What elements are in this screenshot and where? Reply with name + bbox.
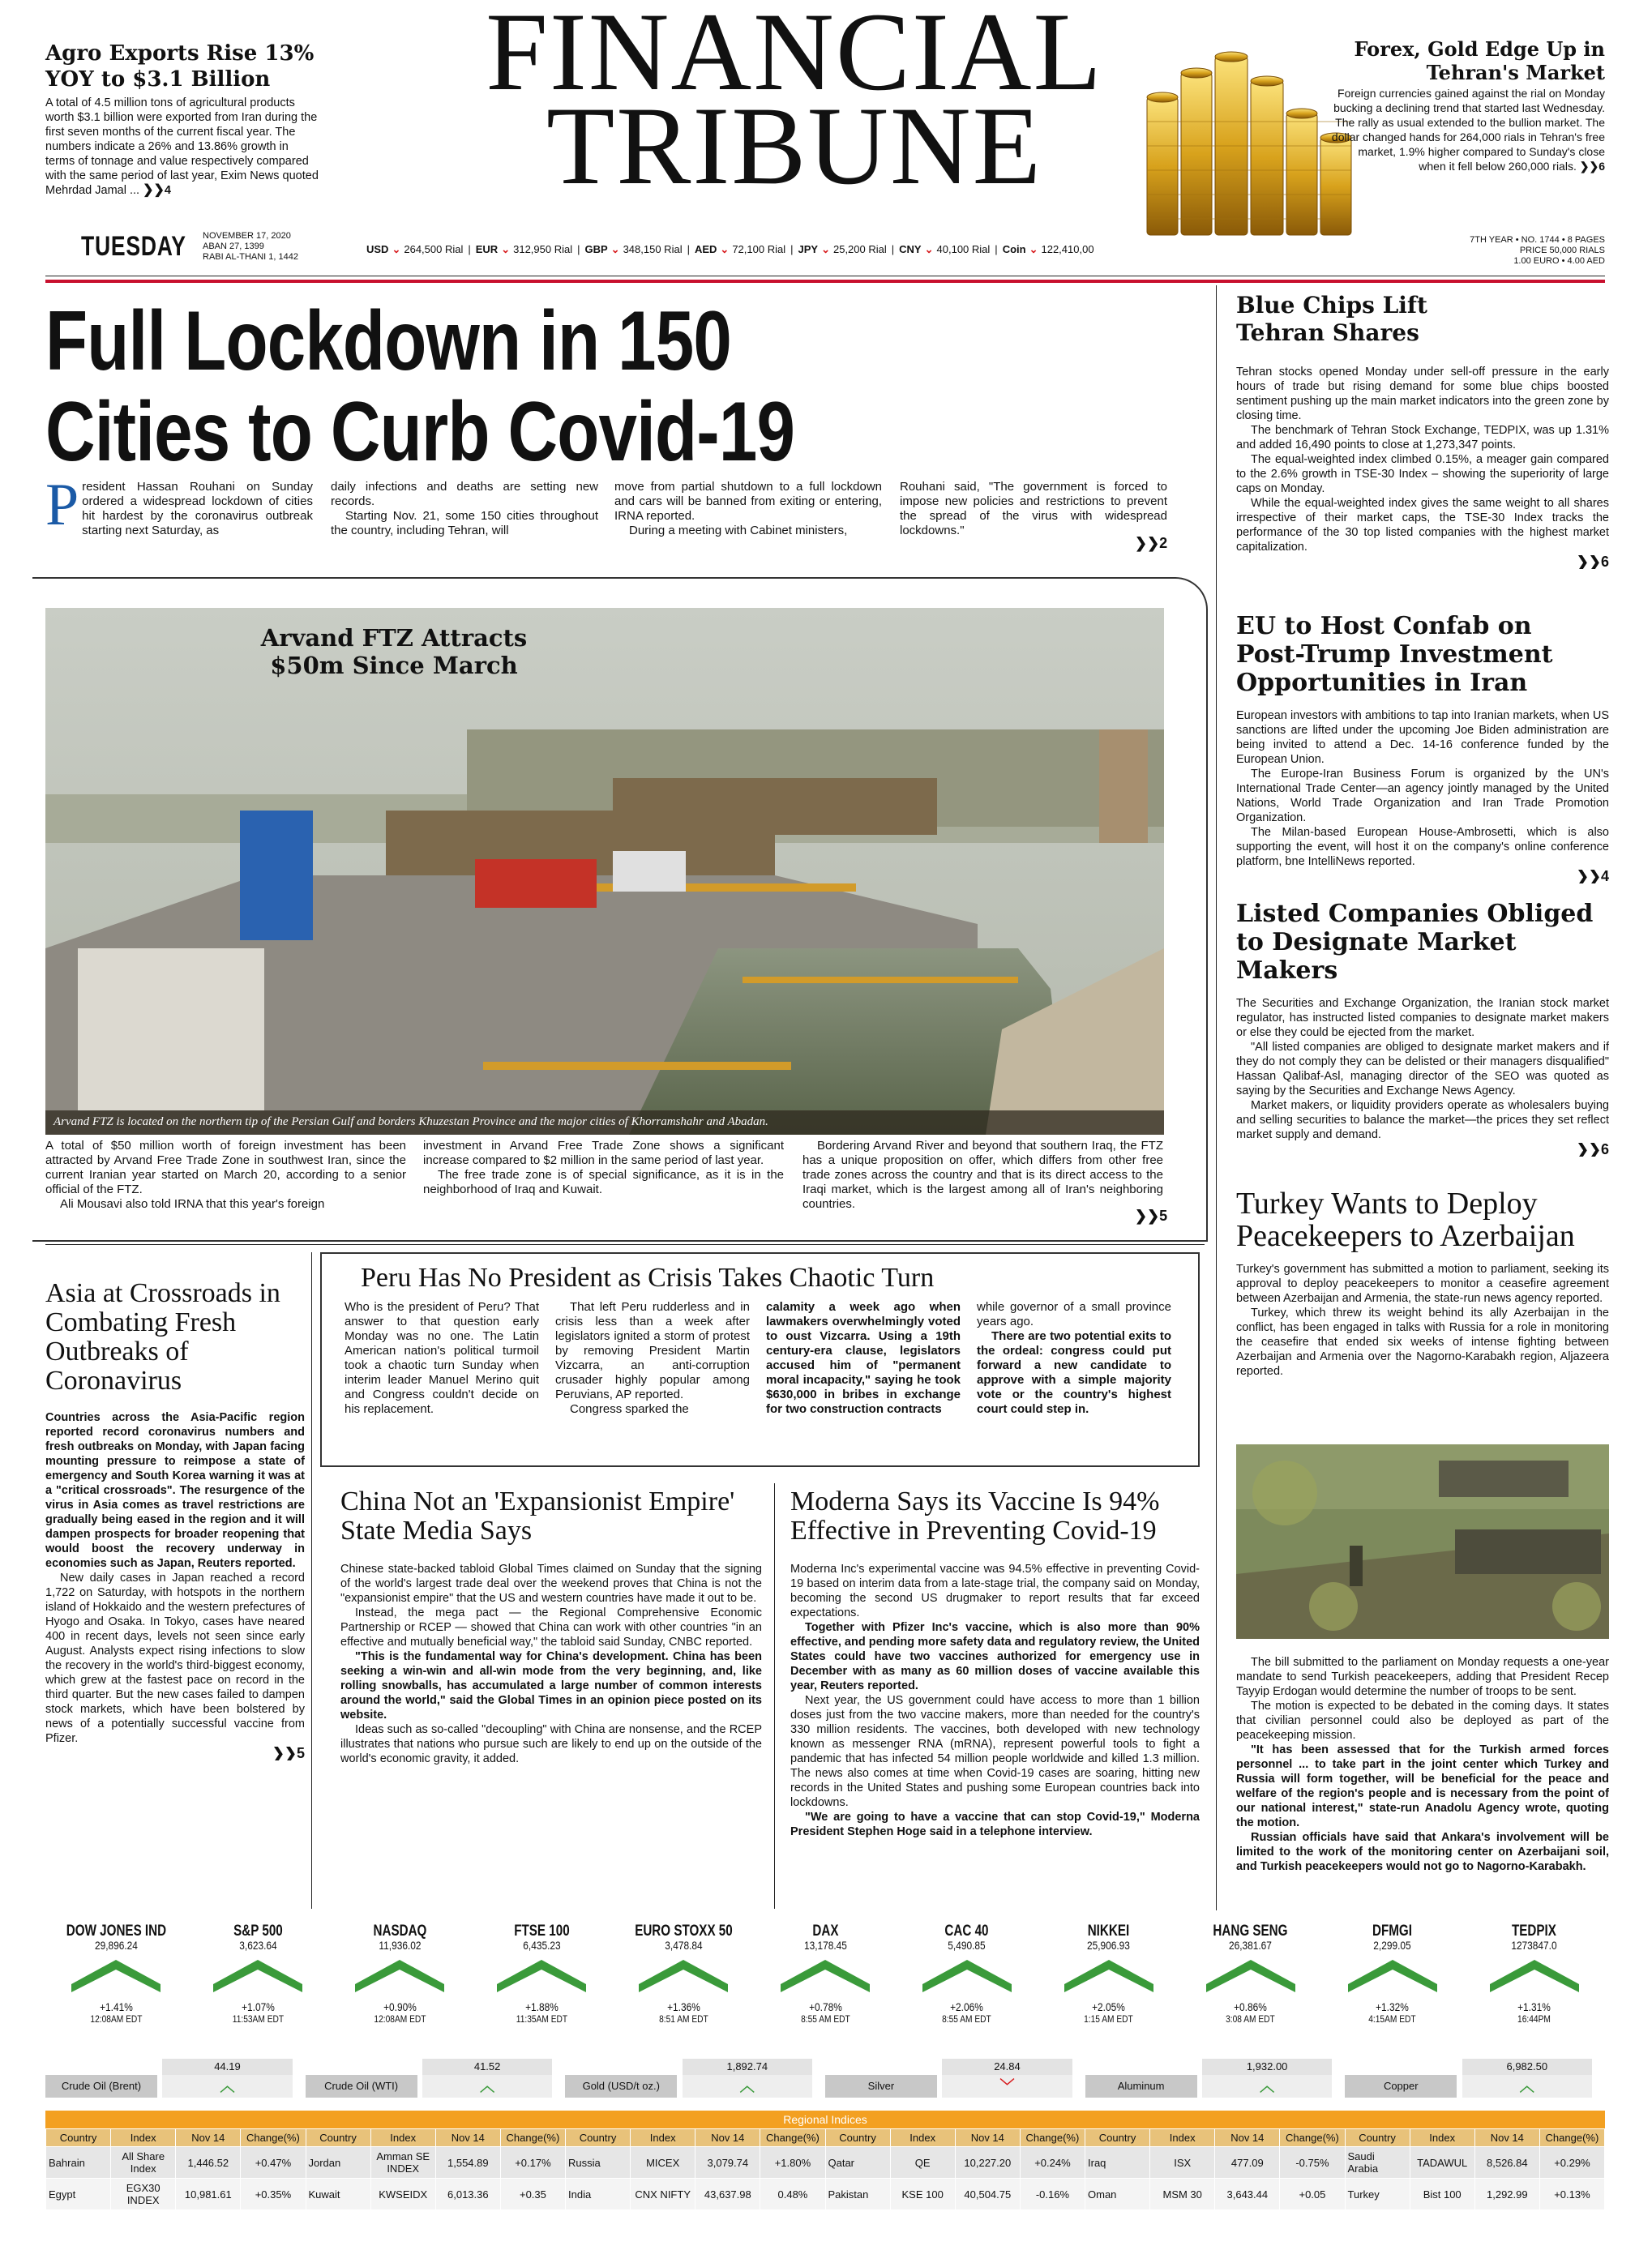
up-arrow-icon: ⌄ [610,243,620,255]
mid-rule [45,1244,1205,1245]
teaser-agro-body: A total of 4.5 million tons of agricultural products worth $3.1 billion were exported from Iran during the first seven months of the current fiscal year. The numbers indicate a 26% and 13.86% growth in terms of tonnage and value respectively compared with the same period of last year, Exim News quoted Mehrdad Jamal ... ❯❯4 [45,96,319,197]
table-cell: 40,504.75 [955,2179,1020,2210]
currency-value: 40,100 Rial [936,243,991,255]
table-cell: +0.24% [1020,2147,1085,2179]
table-header-cell: Index [631,2129,695,2147]
lead-col-1: President Hassan Rouhani on Sunday ordered a widespread lockdown of cities hit hardest by the coronavirus outbreak starting next Saturday, as [45,480,313,538]
table-header-cell: Nov 14 [1215,2129,1280,2147]
table-cell: Russia [566,2147,631,2179]
up-arrow-icon: ⌄ [501,243,511,255]
table-cell: 8,526.84 [1474,2147,1539,2179]
index-change: +1.32% [1376,2000,1409,2013]
commodity-value: 41.52 [422,2059,552,2075]
currency-separator: | [790,243,794,255]
table-header-cell: Country [306,2129,370,2147]
table-cell: -0.16% [1020,2179,1085,2210]
table-header-cell: Country [46,2129,111,2147]
index-change: +0.90% [383,2000,417,2013]
indices-row [45,1923,1605,2056]
date-gregorian: NOVEMBER 17, 2020 [203,231,291,241]
commodity-value: 24.84 [942,2059,1072,2075]
table-header-cell: Change(%) [760,2129,825,2147]
up-chevron-icon [497,1960,586,1992]
blue-chips-title: Blue Chips Lift Tehran Shares [1236,292,1427,346]
arvand-continue[interactable]: ❯❯5 [1135,1208,1168,1224]
commodity-name: Silver [825,2075,937,2098]
china-title: China Not an 'Expansionist Empire' State Media Says [340,1486,735,1546]
markets-strip [45,1923,1605,2243]
currency-code: AED [694,243,717,255]
teaser-agro[interactable] [45,41,321,215]
commodity-item [306,2059,563,2107]
index-change: +1.07% [242,2000,275,2013]
peru-story[interactable] [320,1252,1200,1467]
table-cell: 10,981.61 [176,2179,241,2210]
currency-code: JPY [798,243,819,255]
moderna-title: Moderna Says its Vaccine Is 94% Effective in Preventing Covid-19 [790,1486,1160,1546]
index-value: 6,435.23 [523,1939,561,1952]
index-value: 3,478.84 [664,1939,703,1952]
arvand-col-2: investment in Arvand Free Trade Zone shows a significant increase compared to $2 million in the same period of last year. The free trade zone is of special significance, as it is in the neighborhood of Iraq and Kuwait. [423,1139,784,1196]
currency-code: Coin [1002,243,1026,255]
turkey-photo [1236,1444,1609,1639]
currency-separator: | [468,243,471,255]
index-change: +0.86% [1234,2000,1268,2013]
masthead [0,0,1652,284]
date-block [203,231,298,263]
index-time: 12:08AM EDT [374,2013,426,2025]
table-cell: +1.80% [760,2147,825,2179]
moderna-story[interactable] [790,1487,1200,1909]
peru-col-2: That left Peru rudderless and in crisis less than a week after legislators ignited a storm of protest by removing President Martin Vizcarra, an anti-corruption crusader highly popular among Peruvians, AP reported. Congress sparked the [555,1300,750,1416]
index-name: DOW JONES IND [66,1923,167,1940]
teaser-forex-body: Foreign currencies gained against the rial on Monday bucking a declining trend that started last Wednesday. The rally as usual extended to the bullion market. The dollar changed hands for 264,000 rials in Tehran's free market, 1.9% higher compared to Sunday's close when it fell below 260,000 rials. ❯❯6 [1331,87,1605,173]
peru-col-4: while governor of a small province years ago. There are two potential exits to the ordeal: congress could put forward a new candidate to approve with a simple majority vote or the country's highest court could step in. [977,1300,1171,1416]
table-cell: MICEX [631,2147,695,2179]
table-header-cell: Nov 14 [1474,2129,1539,2147]
currency-code: CNY [899,243,922,255]
index-time: 8:55 AM EDT [800,2013,850,2025]
index-time: 12:08AM EDT [90,2013,143,2025]
currency-separator: | [891,243,895,255]
index-time: 11:53AM EDT [232,2013,285,2025]
lead-col-2: daily infections and deaths are setting new records. Starting Nov. 21, some 150 cities throughout the country, including Tehran, will [331,480,598,537]
index-change: +1.31% [1517,2000,1551,2013]
up-arrow-icon: ⌄ [924,243,934,255]
table-cell: Amman SE INDEX [370,2147,435,2179]
table-header-cell: Change(%) [241,2129,306,2147]
table-cell: KSE 100 [890,2179,955,2210]
commodity-value: 1,892.74 [683,2059,812,2075]
table-cell: Turkey [1345,2179,1410,2210]
index-name: S&P 500 [233,1923,283,1940]
table-cell: +0.05 [1280,2179,1345,2210]
regional-table [45,2111,1605,2240]
table-header-cell: Country [1085,2129,1150,2147]
table-cell: Jordan [306,2147,370,2179]
issue-number: 7TH YEAR • NO. 1744 • 8 PAGES [1470,235,1605,245]
index-name: EURO STOXX 50 [634,1923,733,1940]
index-time: 3:08 AM EDT [1226,2013,1276,2025]
index-value: 25,906.93 [1087,1939,1131,1952]
table-header-cell: Change(%) [1539,2129,1604,2147]
issue-price: PRICE 50,000 RIALS [1519,246,1605,255]
date-persian: ABAN 27, 1399 [203,242,264,251]
index-value: 1273847.0 [1511,1939,1557,1952]
lead-col-3: move from partial shutdown to a full lockdown and cars will be banned from exiting or entering, IRNA reported. During a meeting with Cabinet ministers, [614,480,882,537]
currency-value: 25,200 Rial [832,243,887,255]
listed-title: Listed Companies Obliged to Designate Market Makers [1236,900,1594,985]
index-value: 29,896.24 [94,1939,138,1952]
eu-title: EU to Host Confab on Post-Trump Investment Opportunities in Iran [1236,612,1553,697]
table-header-cell: Change(%) [1280,2129,1345,2147]
index-name: DAX [811,1923,839,1940]
table-header-cell: Country [566,2129,631,2147]
table-cell: 1,554.89 [435,2147,500,2179]
commodity-name: Gold (USD/t oz.) [565,2075,677,2098]
asia-rule [311,1252,312,1909]
currency-separator: | [687,243,690,255]
index-time: 8:55 AM EDT [942,2013,992,2025]
currency-item [899,243,998,255]
up-chevron-icon [1348,1960,1437,1992]
table-cell: All Share Index [111,2147,176,2179]
arvand-title: Arvand FTZ Attracts $50m Since March [260,624,528,679]
table-header-cell: Nov 14 [435,2129,500,2147]
table-cell: +0.29% [1539,2147,1604,2179]
up-arrow-icon: ︿ [1202,2075,1332,2098]
date-hijri: RABI AL-THANI 1, 1442 [203,252,298,262]
currency-code: USD [366,243,389,255]
index-change: +1.88% [524,2000,559,2013]
currency-value: 348,150 Rial [623,243,683,255]
table-cell: Bist 100 [1410,2179,1474,2210]
currency-item [366,243,471,255]
up-chevron-icon [639,1960,728,1992]
table-cell: EGX30 INDEX [111,2179,176,2210]
lead-continue[interactable]: ❯❯2 [1135,535,1168,551]
table-cell: 0.48% [760,2179,825,2210]
index-name: DFMGI [1372,1923,1413,1940]
currency-item [585,243,690,255]
arvand-col-3: Bordering Arvand River and beyond that southern Iraq, the FTZ has a unique proposition on offer, which differs from other free trade zones across the country and that is its direct access to the Iraqi market, which is the largest among all of Iran's neighboring countries. [802,1139,1163,1211]
china-rule [774,1483,775,1909]
table-header-cell: Country [1345,2129,1410,2147]
index-item [613,1923,755,2056]
commodity-item [1085,2059,1342,2107]
table-cell: 10,227.20 [955,2147,1020,2179]
eu-body: European investors with ambitions to tap into Iranian markets, when US sanctions are lifted under the upcoming Joe Biden administration are being invited to attend a Dec. 14-16 conference funded by the European Union. The Europe-Iran Business Forum is organized by the UN's International Trade Center—an agency jointly managed by the United Nations, World Trade Organization and Iran Trade Promotion Organization. The Milan-based European House-Ambrosetti, which is also supporting the event, will host it on the company's online conference platform, bne IntelliNews reported. ❯❯4 [1236,709,1609,883]
lead-col-4: Rouhani said, "The government is forced to impose new policies and restrictions to prevent the spread of the virus with widespread lockdowns." [900,480,1167,537]
table-row [46,2179,1605,2210]
index-item [45,1923,187,2056]
commodity-name: Crude Oil (WTI) [306,2075,417,2098]
currency-code: EUR [475,243,499,255]
index-name: TEDPIX [1512,1923,1556,1940]
table-cell: 6,013.36 [435,2179,500,2210]
currency-code: GBP [584,243,608,255]
table-cell: 1,446.52 [176,2147,241,2179]
table-cell: ISX [1150,2147,1215,2179]
table-cell: QE [890,2147,955,2179]
table-cell: -0.75% [1280,2147,1345,2179]
blue-chips-story[interactable] [1236,292,1609,604]
up-arrow-icon: ︿ [683,2075,812,2098]
asia-body: Countries across the Asia-Pacific region reported record coronavirus numbers and fresh outbreaks on Monday, with Japan facing mounting pressure to reimpose a state of emergency and South Korea warning it was at a "critical crossroads". The resurgence of the virus in Asia comes as travel restrictions are gradually being eased in the region and it will dampen prospects for broader reopening that would boost the recovery underway in economies such as Japan, Reuters reported. New daily cases in Japan reached a record 1,722 on Saturday, with hotspots in the northern island of Hokkaido and the western prefectures of Hyogo and Osaka. In Tokyo, cases have neared 400 in recent days, levels not seen since early August. Analysts expect rising infections to slow the recovery in the world's third-biggest economy, which grew at the fastest pace on record in the third quarter. But the new cases failed to dampen stock markets, which have been bolstered by news of a potentially successful vaccine from Pfizer. ❯❯5 [45,1411,305,1760]
listed-body: The Securities and Exchange Organization, the Iranian stock market regulator, has instructed listed companies to designate market makers or else they could be ejected from the market. "All listed companies are obliged to designate market makers and if they do not comply they can be delisted or their managers disqualified" Hassan Qalibaf-Asl, managing director of the SEO was quoted as saying by the Securities and Exchange News Agency. Market makers, or liquidity providers operate as wholesalers buying and selling securities to balance the market—the prices they set reflect market supply and demand. ❯❯6 [1236,997,1609,1157]
turkey-title: Turkey Wants to Deploy Peacekeepers to Azerbaijan [1236,1187,1575,1253]
index-item [1038,1923,1179,2056]
commodity-item [45,2059,302,2107]
index-value: 2,299.05 [1373,1939,1411,1952]
table-cell: +0.35% [241,2179,306,2210]
currency-item [1003,243,1094,255]
lead-headline: Full Lockdown in 150 Cities to Curb Covid-19 [45,294,795,479]
masthead-title-financial: FINANCIAL [486,0,1103,113]
table-cell: Egypt [46,2179,111,2210]
currency-value: 312,950 Rial [513,243,573,255]
up-arrow-icon: ︿ [1462,2075,1592,2098]
commodity-name: Copper [1345,2075,1457,2098]
index-value: 3,623.64 [239,1939,277,1952]
issue-price-foreign: 1.00 EURO • 4.00 AED [1513,256,1605,266]
index-change: +2.05% [1092,2000,1126,2013]
index-item [896,1923,1038,2056]
table-cell: +0.13% [1539,2179,1604,2210]
table-cell: Kuwait [306,2179,370,2210]
up-chevron-icon [922,1960,1012,1992]
eu-story[interactable] [1236,612,1609,900]
index-item [471,1923,613,2056]
table-cell: Bahrain [46,2147,111,2179]
commodities-row [45,2059,1605,2111]
teaser-forex-title: Forex, Gold Edge Up in Tehran's Market [1354,37,1605,84]
currency-value: 122,410,00 [1041,243,1094,255]
masthead-rule-red [45,280,1605,283]
table-header-cell: Index [1150,2129,1215,2147]
currency-value: 72,100 Rial [732,243,786,255]
commodity-item [565,2059,822,2107]
listed-story[interactable] [1236,900,1609,1187]
table-cell: 477.09 [1215,2147,1280,2179]
index-name: NASDAQ [373,1923,427,1940]
table-cell: CNX NIFTY [631,2179,695,2210]
index-time: 4:15AM EDT [1368,2013,1416,2025]
up-chevron-icon [355,1960,444,1992]
index-change: +2.06% [950,2000,984,2013]
index-name: CAC 40 [944,1923,989,1940]
up-chevron-icon [71,1960,160,1992]
index-item [755,1923,897,2056]
table-header-cell: Nov 14 [695,2129,760,2147]
index-item [1179,1923,1321,2056]
regional-indices-table [45,2128,1605,2210]
currency-separator: | [577,243,580,255]
table-cell: +0.17% [500,2147,565,2179]
table-header-cell: Change(%) [500,2129,565,2147]
index-value: 26,381.67 [1229,1939,1273,1952]
index-item [187,1923,329,2056]
index-time: 1:15 AM EDT [1084,2013,1134,2025]
turkey-body-bottom: The bill submitted to the parliament on Monday requests a one-year mandate to send Turkish peacekeepers, adding that President Recep Tayyip Erdogan would determine the number of troops to be sent. The motion is expected to be debated in the coming days. It states that civilian personnel could also be deployed as part of the peacekeeping mission. "It has been assessed that for the Turkish armed forces personnel ... to take part in the joint center which Turkey and Russia will form together, will be beneficial for the peace and welfare of the region's people and is necessary from the point of our national interest," state-run Anadolu Agency wrote, quoting the motion. Russian officials have said that Ankara's involvement will be limited to the work of the monitoring center on Azerbaijani soil, and Turkish peacekeepers would not go to Nagorno-Karabakh. [1236,1656,1609,1873]
table-header-row [46,2129,1605,2147]
commodity-value: 44.19 [162,2059,292,2075]
table-header-cell: Nov 14 [176,2129,241,2147]
table-cell: India [566,2179,631,2210]
commodity-name: Crude Oil (Brent) [45,2075,157,2098]
table-cell: TADAWUL [1410,2147,1474,2179]
commodity-value: 1,932.00 [1202,2059,1332,2075]
drop-cap: P [45,480,79,538]
up-arrow-icon: ⌄ [392,243,401,255]
up-arrow-icon: ︿ [162,2075,292,2098]
up-arrow-icon: ︿ [422,2075,552,2098]
turkey-story[interactable] [1236,1187,1609,1909]
table-cell: +0.47% [241,2147,306,2179]
regional-title: Regional Indices [45,2111,1605,2128]
currency-bar [366,243,1112,256]
peru-col-1: Who is the president of Peru? That answer to that question early Monday was no one. The Latin American nation's political turmoil took a chaotic turn Sunday when interim leader Manuel Merino quit and Congress couldn't decide on his replacement. [345,1300,539,1416]
china-body: Chinese state-backed tabloid Global Times claimed on Sunday that the signing of the world's largest trade deal over the weekend proves that China is not the "expansionist empire" that the US and western countries have made it out to be. Instead, the mega pact — the Regional Comprehensive Economic Partnership or RCEP — showed that China can work with other countries "in an effective and mutually beneficial way," the tabloid said Sunday, CNBC reported. "This is the fundamental way for China's development. China has been seeking a win-win and all-win mode from the very beginning, and, like rolling snowballs, has accumulated a large number of common interests around the world," said the Global Times in an opinion piece posted on its website. Ideas such as so-called "decoupling" with China are nonsense, and the RCEP illustrates that nations who pursue such are likely to end up on the outside of the world's economic gravity, it added. [340,1563,762,1765]
index-time: 16:44PM [1517,2013,1551,2025]
currency-separator: | [995,243,998,255]
commodity-item [1345,2059,1602,2107]
index-name: FTSE 100 [513,1923,570,1940]
asia-title: Asia at Crossroads in Combating Fresh Outbreaks of Coronavirus [45,1278,280,1396]
issue-block [1427,235,1605,267]
teaser-agro-title: Agro Exports Rise 13% YOY to $3.1 Billion [45,41,315,92]
down-arrow-icon: ﹀ [942,2075,1072,2098]
arvand-col-1: A total of $50 million worth of foreign investment has been attracted by Arvand Free Trade Zone in southwest Iran, since the current Iranian year started on March 20, according to a senior official of the FTZ. Ali Mousavi also told IRNA that this year's foreign [45,1139,406,1211]
table-cell: KWSEIDX [370,2179,435,2210]
table-header-cell: Index [890,2129,955,2147]
up-chevron-icon [1064,1960,1153,1992]
index-time: 11:35AM EDT [516,2013,567,2025]
china-story[interactable] [340,1487,762,1909]
table-cell: 3,079.74 [695,2147,760,2179]
table-cell: MSM 30 [1150,2179,1215,2210]
up-chevron-icon [1206,1960,1295,1992]
commodity-value: 6,982.50 [1462,2059,1592,2075]
index-item [329,1923,471,2056]
commodity-name: Aluminum [1085,2075,1197,2098]
currency-item [798,243,895,255]
right-column-rule [1216,285,1217,1910]
index-value: 13,178.45 [803,1939,847,1952]
index-name: HANG SENG [1213,1923,1288,1940]
teaser-forex[interactable] [1329,37,1605,220]
currency-item [695,243,794,255]
arvand-caption: Arvand FTZ is located on the northern tip of the Persian Gulf and borders Khuzestan Province and the major cities of Khorramshahr and Abadan. [45,1110,1164,1135]
table-cell: Pakistan [825,2179,890,2210]
table-header-cell: Change(%) [1020,2129,1085,2147]
table-cell: 1,292.99 [1474,2179,1539,2210]
table-cell: Iraq [1085,2147,1150,2179]
peru-col-3: calamity a week ago when lawmakers overwhelmingly voted to oust Vizcarra. Using a 19th century-era clause, legislators accused him of "permanent moral incapacity," saying he took $630,000 in bribes in exchange for two construction contracts [766,1300,961,1416]
index-name: NIKKEI [1088,1923,1130,1940]
up-arrow-icon: ⌄ [720,243,730,255]
moderna-body: Moderna Inc's experimental vaccine was 94.5% effective in preventing Covid-19 based on interim data from a late-stage trial, the company said on Monday, becoming the second US drugmaker to report results that far exceed expectations. Together with Pfizer Inc's vaccine, which is also more than 90% effective, and pending more safety data and regulatory review, the United States could have two vaccines authorized for emergency use in December with as many as 60 million doses of vaccine available this year, Reuters reported. Next year, the US government could have access to more than 1 billion doses just from the two vaccine makers, more than needed for the country's 330 million residents. The vaccines, both developed with new technology known as messenger RNA (mRNA), represent powerful tools to fight a pandemic that has infected 54 million people worldwide and killed 1.3 million. The news also comes at time when Covid-19 cases are soaring, hitting new records in the United States and pushing some European countries back into lockdowns. "We are going to have a vaccine that can stop Covid-19," Moderna President Stephen Hoge said in a telephone interview. [790,1563,1200,1838]
table-header-cell: Nov 14 [955,2129,1020,2147]
currency-item [476,243,580,255]
up-chevron-icon [213,1960,302,1992]
table-header-cell: Index [1410,2129,1474,2147]
index-value: 5,490.85 [948,1939,986,1952]
index-change: +0.78% [808,2000,842,2013]
up-chevron-icon [1490,1960,1579,1992]
index-change: +1.36% [666,2000,700,2013]
table-cell: Qatar [825,2147,890,2179]
index-change: +1.41% [100,2000,133,2013]
table-cell: Oman [1085,2179,1150,2210]
peru-title: Peru Has No President as Crisis Takes Chaotic Turn [361,1263,935,1293]
index-item [1321,1923,1463,2056]
table-header-cell: Index [111,2129,176,2147]
table-header-cell: Country [825,2129,890,2147]
arvand-photo [45,608,1164,1135]
index-item [1463,1923,1605,2056]
masthead-title-tribune: TRIBUNE [546,83,1042,207]
asia-story[interactable] [45,1279,305,1907]
turkey-body-top: Turkey's government has submitted a motion to parliament, seeking its approval to deploy peacekeepers to monitor a ceasefire agreement between Azerbaijan and Armenia, the state-run news agency reported. Turkey, which threw its weight behind its ally Azerbaijan in the conflict, has been engaged in talks with Russia for a role in monitoring the ceasefire that ended six weeks of intense fighting between Azerbaijan and Armenia over the Nagorno-Karabakh region, Aljazeera reported. [1236,1263,1609,1378]
table-row [46,2147,1605,2179]
table-cell: +0.35 [500,2179,565,2210]
index-value: 11,936.02 [379,1939,422,1952]
currency-value: 264,500 Rial [404,243,464,255]
commodity-item [825,2059,1082,2107]
table-header-cell: Index [370,2129,435,2147]
index-time: 8:51 AM EDT [658,2013,708,2025]
up-arrow-icon: ⌄ [821,243,830,255]
day-label: TUESDAY [81,231,186,262]
blue-chips-body: Tehran stocks opened Monday under sell-off pressure in the early hours of trade but rising demand for some blue chips boosted sentiment pushing up the main market indicators into the green zone by closing time. The benchmark of Tehran Stock Exchange, TEDPIX, was up 1.31% and added 16,490 points to close at 1,273,347 points. The equal-weighted index climbed 0.15%, a meager gain compared to the 2.6% growth in TSE-30 Index – showing the superiority of large caps on Monday. While the equal-weighted index gives the same weight to all shares irrespective of their market caps, the TSE-30 Index tracks the performance of the 30 top listed companies with the highest market capitalization. ❯❯6 [1236,366,1609,569]
up-chevron-icon [781,1960,870,1992]
up-arrow-icon: ⌄ [1029,243,1038,255]
table-cell: 43,637.98 [695,2179,760,2210]
table-cell: Saudi Arabia [1345,2147,1410,2179]
table-cell: 3,643.44 [1215,2179,1280,2210]
